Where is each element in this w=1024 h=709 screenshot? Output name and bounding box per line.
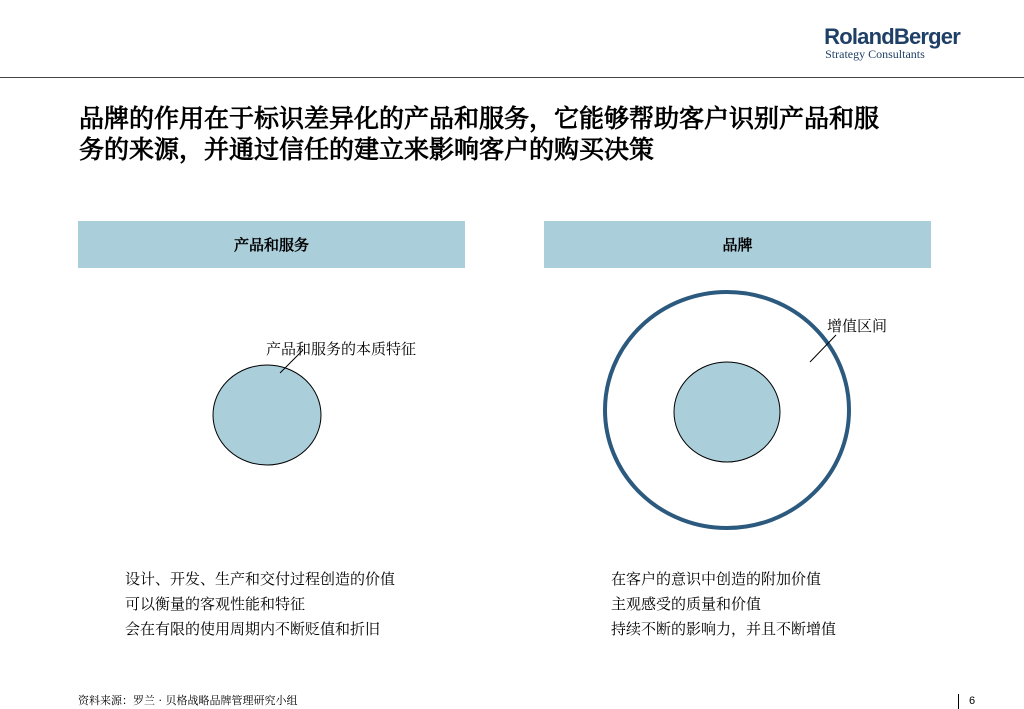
product-description-line: 会在有限的使用周期内不断贬值和折旧 xyxy=(125,620,381,638)
brand-description-line: 持续不断的影响力，并且不断增值 xyxy=(611,620,837,638)
page-title-line-1: 品牌的作用在于标识差异化的产品和服务，它能够帮助客户识别产品和服 xyxy=(79,104,880,133)
page-number: 6 xyxy=(969,695,976,707)
brand-description xyxy=(611,567,836,642)
product-description xyxy=(125,567,395,642)
footer-separator xyxy=(958,694,959,709)
brand-core-circle xyxy=(674,362,780,462)
brand-callout-label: 增值区间 xyxy=(827,317,888,335)
product-callout-label: 产品和服务的本质特征 xyxy=(266,340,417,358)
brand-description-line: 主观感受的质量和价值 xyxy=(611,595,762,613)
column-header-products-label: 产品和服务 xyxy=(233,236,309,254)
brand-description-line: 在客户的意识中创造的附加价值 xyxy=(611,570,822,588)
product-description-line: 可以衡量的客观性能和特征 xyxy=(125,595,306,613)
product-description-line: 设计、开发、生产和交付过程创造的价值 xyxy=(125,570,396,588)
brand-tagline: Strategy Consultants xyxy=(825,47,925,61)
page-title-line-2: 务的来源，并通过信任的建立来影响客户的购买决策 xyxy=(79,135,655,164)
brand-name: RolandBerger xyxy=(824,24,960,49)
source-note: 资料来源：罗兰 · 贝格战略品牌管理研究小组 xyxy=(78,694,298,707)
product-core-circle xyxy=(213,365,321,465)
column-header-brand-label: 品牌 xyxy=(722,236,753,254)
